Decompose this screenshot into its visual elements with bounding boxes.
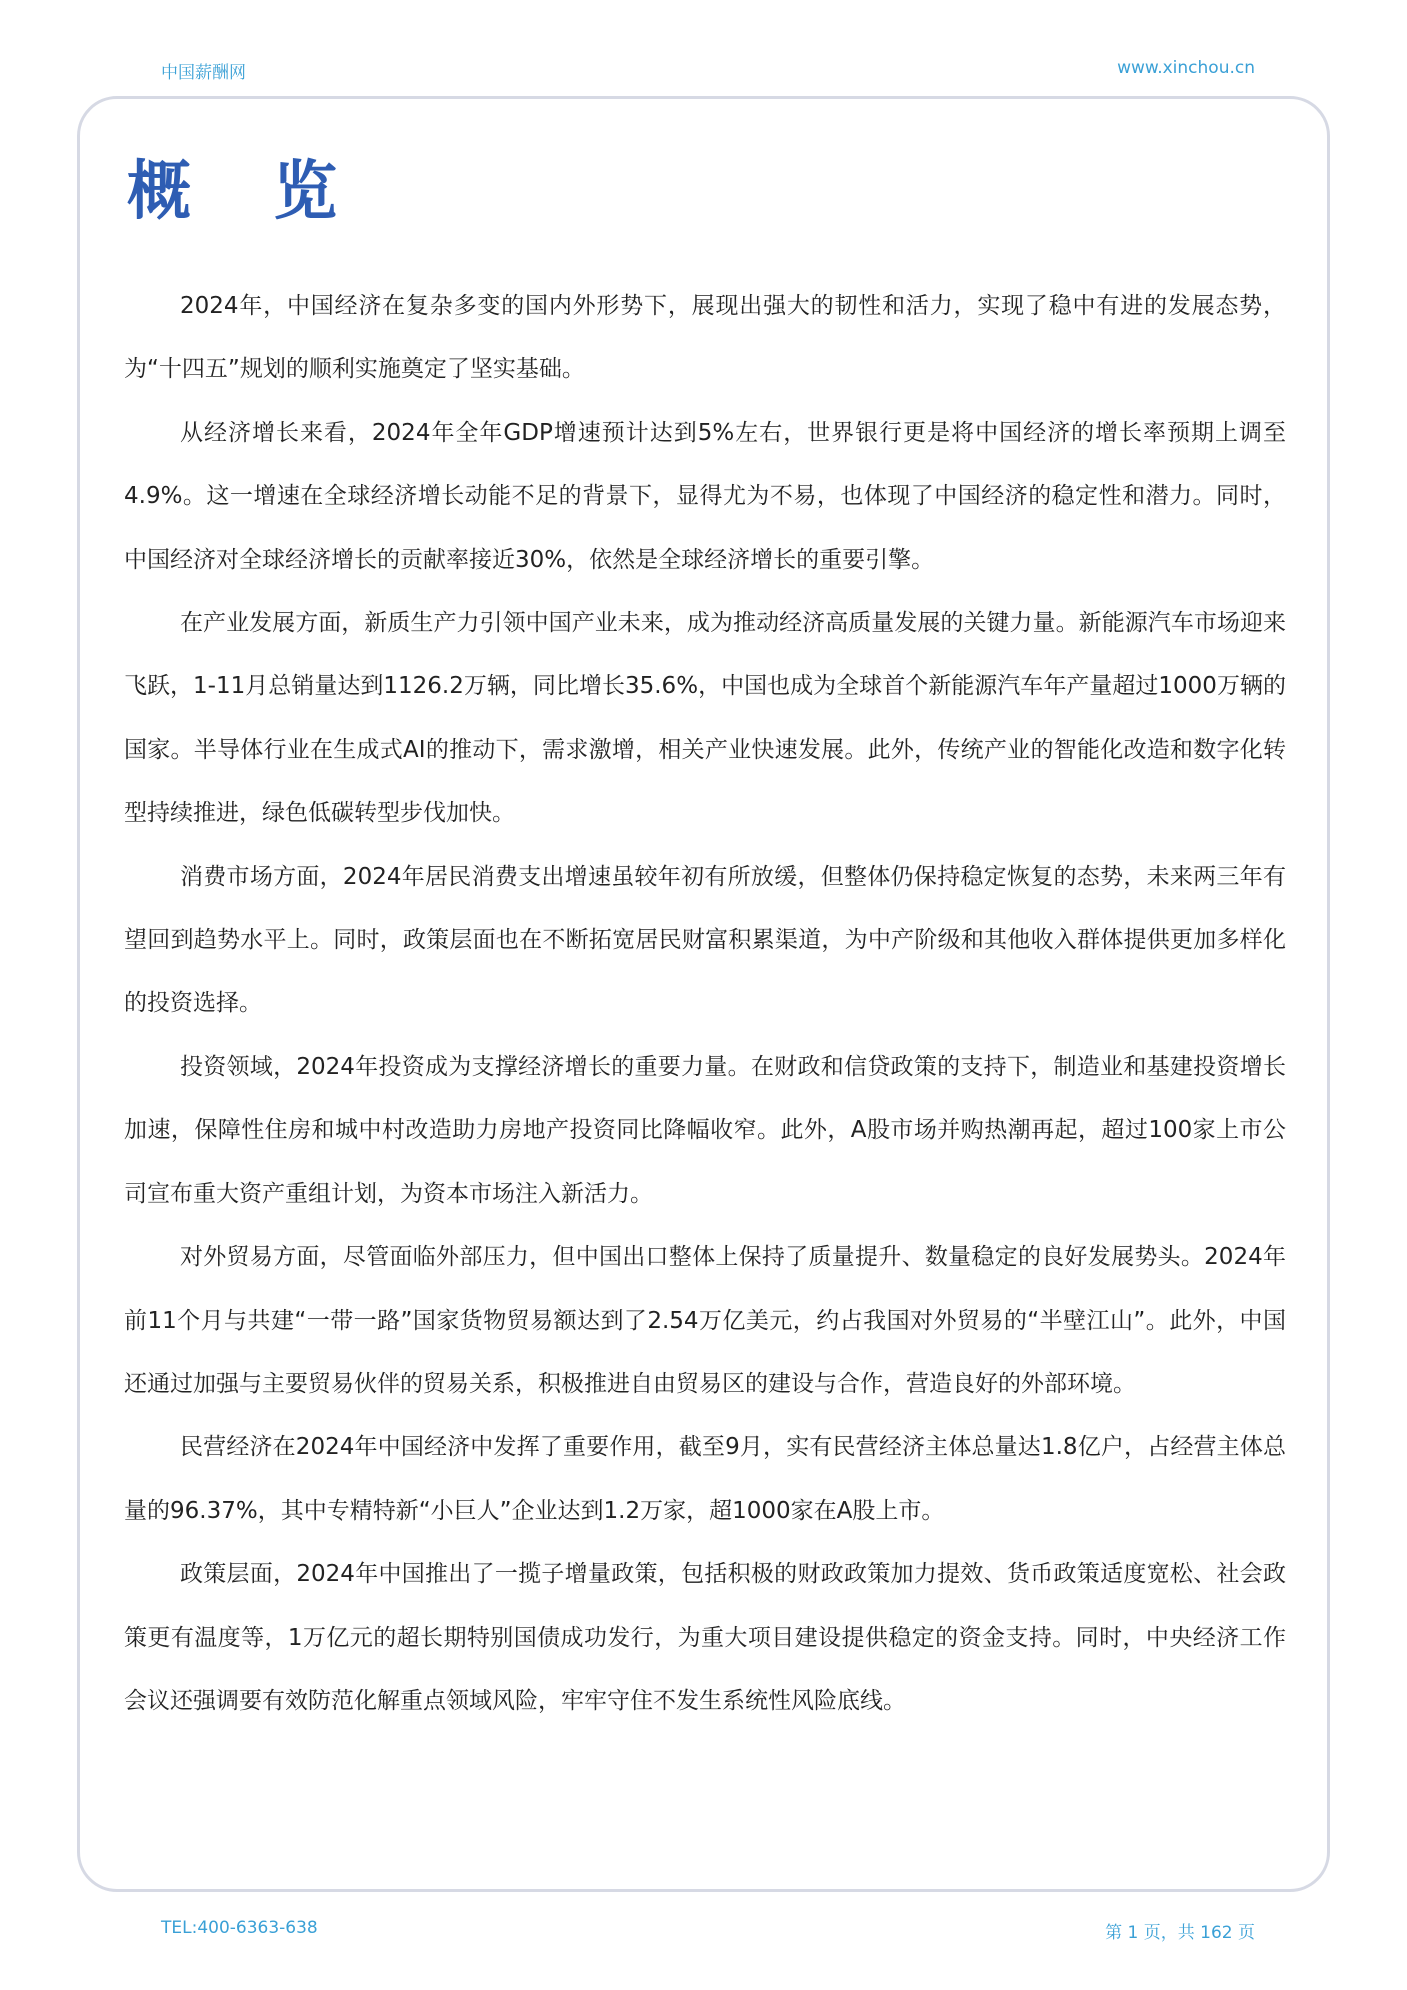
paragraph-private-economy: 民营经济在2024年中国经济中发挥了重要作用，截至9月，实有民营经济主体总量达1.8亿户，占经营主体总量的96.37%，其中专精特新“小巨人”企业达到1.2万家，超1000家在A股上市。	[124, 1434, 1286, 1524]
header-site-name: 中国薪酬网	[161, 63, 246, 83]
footer-page-info: 第 1 页，共 162 页	[1105, 1923, 1255, 1943]
header-site-url[interactable]: www.xinchou.cn	[1117, 58, 1255, 78]
paragraph-intro: 2024年，中国经济在复杂多变的国内外形势下，展现出强大的韧性和活力，实现了稳中有进的发展态势，为“十四五”规划的顺利实施奠定了坚实基础。	[124, 293, 1286, 383]
footer-phone: TEL:400-6363-638	[161, 1918, 318, 1938]
paragraph-growth: 从经济增长来看，2024年全年GDP增速预计达到5%左右，世界银行更是将中国经济的增长率预期上调至4.9%。这一增速在全球经济增长动能不足的背景下，显得尤为不易，也体现了中国经济的稳定性和潜力。同时，中国经济对全球经济增长的贡献率接近30%，依然是全球经济增长的重要引擎。	[124, 419, 1286, 573]
paragraph-investment: 投资领域，2024年投资成为支撑经济增长的重要力量。在财政和信贷政策的支持下，制造业和基建投资增长加速，保障性住房和城中村改造助力房地产投资同比降幅收窄。此外，A股市场并购热潮再起，超过100家上市公司宣布重大资产重组计划，为资本市场注入新活力。	[124, 1053, 1286, 1207]
page-title: 概 览	[127, 155, 368, 229]
paragraph-industry: 在产业发展方面，新质生产力引领中国产业未来，成为推动经济高质量发展的关键力量。新能源汽车市场迎来飞跃，1-11月总销量达到1126.2万辆，同比增长35.6%，中国也成为全球首个新能源汽车年产量超过1000万辆的国家。半导体行业在生成式AI的推动下，需求激增，相关产业快速发展。此外，传统产业的智能化改造和数字化转型持续推进，绿色低碳转型步伐加快。	[124, 610, 1286, 827]
body-text	[124, 275, 1286, 1733]
paragraph-policy: 政策层面，2024年中国推出了一揽子增量政策，包括积极的财政政策加力提效、货币政策适度宽松、社会政策更有温度等，1万亿元的超长期特别国债成功发行，为重大项目建设提供稳定的资金支持。同时，中央经济工作会议还强调要有效防范化解重点领域风险，牢牢守住不发生系统性风险底线。	[124, 1561, 1286, 1714]
paragraph-trade: 对外贸易方面，尽管面临外部压力，但中国出口整体上保持了质量提升、数量稳定的良好发展势头。2024年前11个月与共建“一带一路”国家货物贸易额达到了2.54万亿美元，约占我国对外贸易的“半壁江山”。此外，中国还通过加强与主要贸易伙伴的贸易关系，积极推进自由贸易区的建设与合作，营造良好的外部环境。	[124, 1244, 1286, 1397]
paragraph-consumption: 消费市场方面，2024年居民消费支出增速虽较年初有所放缓，但整体仍保持稳定恢复的态势，未来两三年有望回到趋势水平上。同时，政策层面也在不断拓宽居民财富积累渠道，为中产阶级和其他收入群体提供更加多样化的投资选择。	[124, 863, 1286, 1017]
